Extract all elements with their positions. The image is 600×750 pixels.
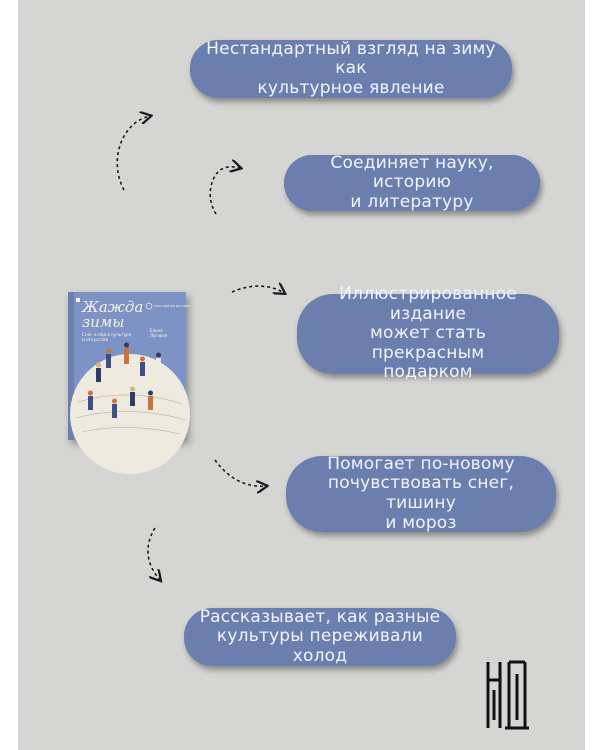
feature-bubble-2 — [284, 152, 540, 212]
book-author-line1: Елена — [150, 328, 163, 333]
book-subtitle-line2: и искусстве — [82, 337, 109, 342]
book-series: культурная история — [154, 304, 191, 308]
bubble-text-line: может стать прекрасным — [369, 323, 487, 363]
bubble-text-line: почувствовать снег, тишину — [327, 473, 515, 513]
bubble-text-line: Помогает по-новому — [327, 453, 515, 474]
globe-illustration — [70, 354, 190, 474]
bubble-text-line: Нестандартный взгляд на зиму как — [206, 38, 496, 79]
book-title-line2: зимы — [82, 313, 125, 331]
bubble-text-line: культуры переживали холод — [216, 626, 424, 666]
feature-bubble-3 — [297, 284, 559, 383]
bubble-text-line: и литературу — [350, 191, 474, 212]
bubble-text-line: Иллюстрированное издание — [339, 284, 517, 324]
book-cover — [68, 292, 191, 440]
bubble-text-line: и мороз — [385, 512, 457, 533]
bubble-text-line: Рассказывает, как разные — [199, 606, 441, 627]
bubble-text-line: Соединяет науку, историю — [330, 152, 494, 193]
bubble-text-line: культурное явление — [257, 77, 445, 98]
feature-bubble-1 — [190, 40, 512, 98]
book-subtitle-line1: Снег и лёд в культуре — [82, 332, 132, 337]
publisher-logo-icon — [485, 660, 529, 730]
book-title-line1: Жажда — [82, 298, 144, 316]
feature-bubble-5 — [184, 608, 456, 666]
book-author-line2: Луговая — [150, 333, 168, 338]
bubble-text-line: подарком — [383, 362, 473, 383]
feature-bubble-4 — [286, 453, 556, 533]
